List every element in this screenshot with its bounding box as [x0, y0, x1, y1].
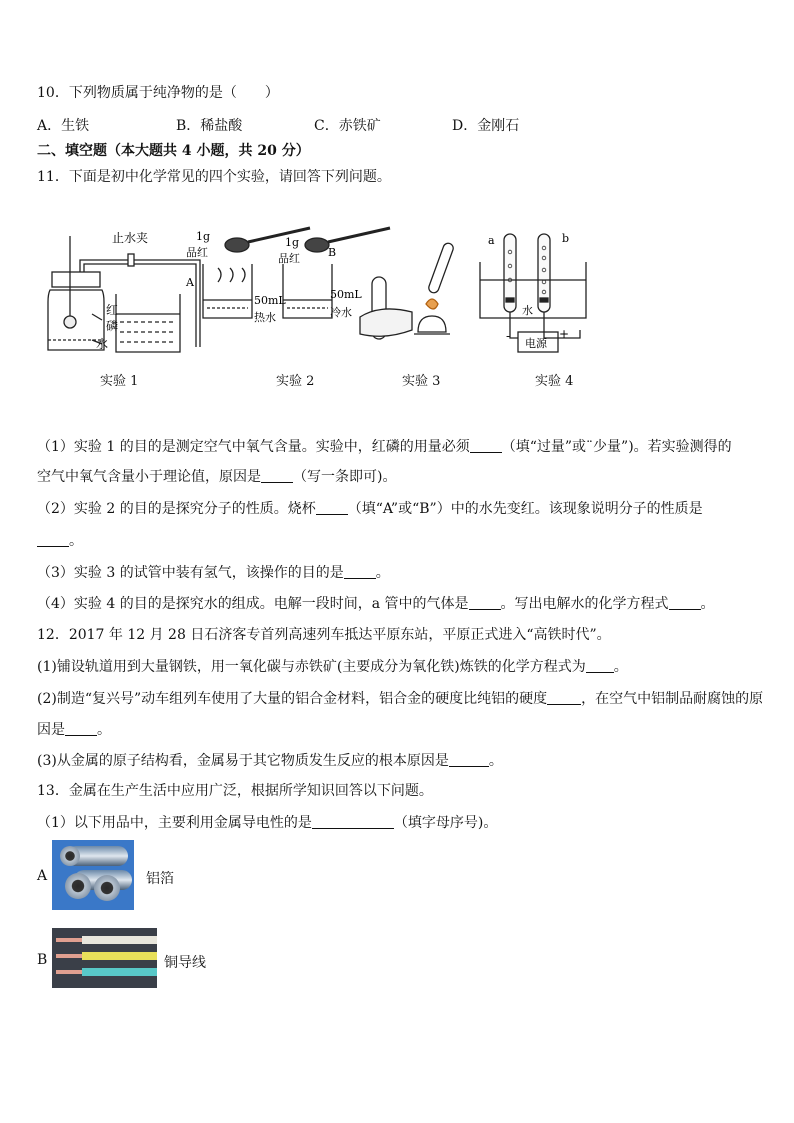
label-mass-2: 1g [285, 236, 300, 249]
answer-blank[interactable] [470, 440, 502, 453]
q11-stem: 11．下面是初中化学常见的四个实验，请回答下列问题。 [37, 169, 391, 185]
item-a-letter: A [37, 868, 48, 884]
answer-blank[interactable] [586, 660, 614, 673]
label-tube-a: a [488, 234, 495, 247]
item-a-name: 铝箔 [146, 871, 174, 887]
q12-p1-text-a: (1)铺设轨道用到大量钢铁，用一氧化碳与赤铁矿(主要成分为氧化铁)炼铁的化学方程式为 [37, 659, 586, 675]
section-heading: 二、填空题（本大题共 4 小题，共 20 分） [37, 143, 310, 159]
aluminum-foil-image [52, 840, 134, 910]
q11-p4-text-c: 。 [700, 596, 715, 612]
q12-p2-text-c: 因是 [37, 722, 65, 738]
q13-stem: 13．金属在生产生活中应用广泛，根据所学知识回答以下问题。 [37, 783, 433, 799]
label-water-2: 水 [522, 304, 533, 317]
answer-blank[interactable] [65, 723, 97, 736]
q11-p4-text-a: （4）实验 4 的目的是探究水的组成。电解一段时间，a 管中的气体是 [37, 596, 469, 612]
q12-p2-text-a: (2)制造“复兴号”动车组列车使用了大量的铝合金材料，铝合金的硬度比纯铝的硬度 [37, 691, 548, 707]
answer-blank[interactable] [261, 470, 293, 483]
label-beaker-b: B [328, 246, 337, 259]
q12-stem: 12．2017 年 12 月 28 日石济客专首列高速列车抵达平原东站，平原正式进入“高铁时代”。 [37, 627, 611, 643]
q12-p2-text-b: ，在空气中铝制品耐腐蚀的原 [581, 691, 764, 707]
caption-experiment-1: 实验 1 [100, 374, 139, 389]
q12-p3-text-a: (3)从金属的原子结构看，金属易于其它物质发生反应的根本原因是 [37, 753, 449, 769]
label-red: 红 [106, 303, 119, 317]
label-volume-1: 50mL [254, 294, 286, 307]
answer-blank[interactable] [316, 502, 348, 515]
q11-part1-line2 [37, 466, 396, 486]
label-water-1: 水 [96, 337, 109, 351]
caption-experiment-2: 实验 2 [276, 374, 315, 389]
answer-blank[interactable] [344, 566, 376, 579]
q11-p3-text-b: 。 [375, 565, 390, 581]
label-mass-1: 1g [196, 230, 211, 243]
label-clamp: 止水夹 [112, 231, 149, 245]
item-b-name: 铜导线 [164, 955, 206, 971]
q12-part3 [37, 750, 503, 770]
experiment1-apparatus [48, 236, 200, 352]
q11-part4 [37, 593, 715, 613]
q10-stem: 10．下列物质属于纯净物的是（ ） [37, 85, 279, 101]
label-volume-2: 50mL [330, 288, 362, 301]
q11-part3 [37, 562, 390, 582]
experiment3-apparatus [360, 242, 455, 339]
experiment4-apparatus [480, 234, 586, 352]
q10-option-b: B．稀盐酸 [176, 118, 243, 134]
q13-p1-text-b: （填字母序号)。 [393, 815, 498, 831]
caption-experiment-3: 实验 3 [402, 374, 441, 389]
q11-p1-text-a: （1）实验 1 的目的是测定空气中氧气含量。实验中，红磷的用量必须 [37, 439, 470, 455]
q10-option-a: A．生铁 [37, 118, 90, 134]
label-phosphorus: 磷 [106, 319, 119, 333]
q11-p4-text-b: 。写出电解水的化学方程式 [500, 596, 669, 612]
label-beaker-a: A [186, 276, 194, 289]
q12-p1-text-b: 。 [613, 659, 628, 675]
q11-p1-text-d: （写一条即可)。 [293, 469, 397, 485]
q12-p3-text-b: 。 [488, 753, 503, 769]
q11-p2-text-c: 。 [69, 533, 83, 549]
q11-p1-text-c: 空气中氧气含量小于理论值，原因是 [37, 469, 261, 485]
q13-part1 [37, 812, 497, 832]
q12-p2-text-d: 。 [97, 722, 111, 738]
q11-p1-text-b: （填“过量”或¨少量”)。若实验测得的 [501, 439, 732, 455]
answer-blank[interactable] [312, 816, 394, 829]
label-tube-b: b [562, 232, 570, 245]
q11-part1-line1 [37, 436, 732, 456]
label-hot-water: 热水 [254, 311, 276, 324]
q11-part2-line2 [37, 530, 83, 550]
label-dye-2: 品红 [278, 252, 300, 265]
q10-option-d: D．金刚石 [452, 118, 520, 134]
q11-p2-text-b: （填“A”或“B”）中的水先变红。该现象说明分子的性质是 [347, 501, 703, 517]
q10-option-c: C．赤铁矿 [314, 118, 381, 134]
label-plus: + [559, 327, 570, 341]
label-cold-water: 冷水 [330, 306, 352, 319]
label-dye-1: 品红 [186, 246, 208, 259]
q11-p3-text-a: （3）实验 3 的试管中装有氢气，该操作的目的是 [37, 565, 344, 581]
item-b-letter: B [37, 952, 48, 968]
q12-part1 [37, 656, 628, 676]
answer-blank[interactable] [37, 534, 69, 547]
answer-blank[interactable] [469, 597, 501, 610]
label-power-supply: 电源 [525, 337, 547, 350]
q12-part2-line1 [37, 688, 763, 708]
answer-blank[interactable] [669, 597, 701, 610]
q11-p2-text-a: （2）实验 2 的目的是探究分子的性质。烧杯 [37, 501, 316, 517]
q13-p1-text-a: （1）以下用品中，主要利用金属导电性的是 [37, 815, 312, 831]
q11-part2-line1 [37, 498, 703, 518]
answer-blank[interactable] [449, 754, 489, 767]
answer-blank[interactable] [547, 692, 581, 705]
copper-wire-image [52, 928, 157, 988]
caption-experiment-4: 实验 4 [535, 374, 574, 389]
label-minus: - [506, 329, 511, 343]
q12-part2-line2 [37, 719, 111, 739]
